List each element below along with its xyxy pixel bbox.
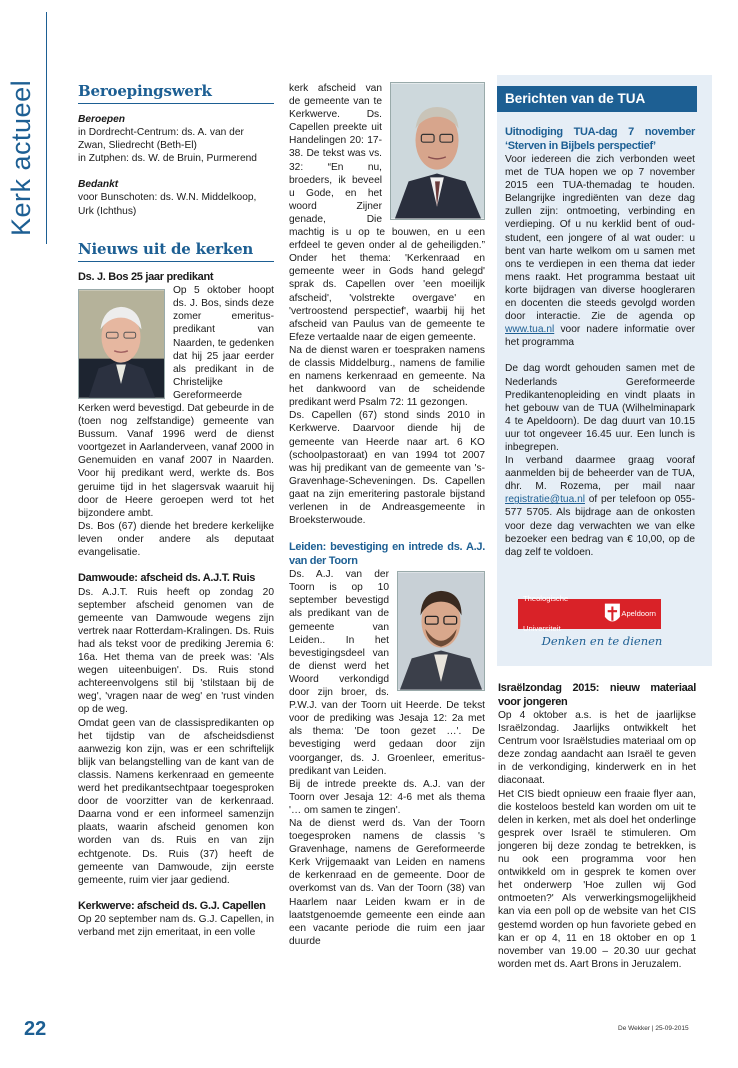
tua-text: Voor iedereen die zich verbonden weet met de TUA hopen we op 7 november 2015 een TUA-themadag te houden. Belangrijke ingrediënten van deze dag zullen zijn: ontmoeting, verbinding en verdieping. Of u nu kerklid bent of oud-student, een jongere of al wat ouder: u bent van harte welkom om u samen met ons te verdiepen in een thema dat ieder mens raakt. Het programma bestaat uit korte bijdragen van diverse hoogleraren en docenten die steeds gevolgd worden door interactie. Zie de agenda op (505, 154, 695, 323)
tua-paragraph (505, 454, 695, 559)
capellen-paragraph: Op 20 september nam ds. G.J. Capellen, in verband met zijn emeritaat, in een volle (78, 914, 274, 939)
tua-logo (518, 594, 661, 633)
tua-text: of per telefoon op 055-577 5705. Als bijdrage aan de onkosten voor deze dag verwachten we van elke bezoeker een bedrag van € 10,00, op de dag zelf te voldoen. (505, 494, 695, 558)
capellen-paragraph: Na de dienst waren er toespraken namens de classis Middelburg., namens de familie en namens kerkenraad en gemeente. Na het dankwoord van de scheidende predikant werd Psalm 72: 11 gezongen. (289, 344, 485, 409)
capellen-heading: Kerkwerve: afscheid ds. G.J. Capellen (78, 899, 266, 912)
portrait-image (79, 290, 164, 398)
toorn-paragraph: Ds. A.J. van der Toorn is op 10 september bevestigd als predikant van de gemeente van Leiden.. In het bevestigingsdeel van de dienst werd het Woord verkondigd door zijn broer, ds. P.W.J. van der Toorn uit Heerde. De tekst voor de prediking was Jesaja 12: 2a met als thema: 'De toon gezet …'. De bevestiging werd gedaan door zijn voorganger, ds. J. Groenleer, emerituspredikant van Leiden. (289, 569, 485, 777)
capellen-paragraph: kerk afscheid van de gemeente van te Kerkwerve. Ds. Capellen preekte uit Handelingen 20: 17-38. De tekst was vs. 32: “En nu, broeders, ik beveel u Gode, en het woord Zijner genade, Die machtig is u op te bouwen, en u een erfdeel te geven onder al de geheiligden.” Onder het thema: 'Kerkenraad en gemeente weer in Gods hand gelegd' sprak ds. Capellen over 'een moeilijk afscheid', 'volstrekte overgave' en 'vertroostend perspectief', waarbij hij het afscheid van Paulus van de gemeente te Efeze vertaalde naar de eigen gemeente. (289, 83, 485, 343)
capellen-paragraph: Ds. Capellen (67) stond sinds 2010 in Kerkwerve. Daarvoor diende hij de gemeente van Heerde naar art. 6 KO (schoolpastoraat) en van 1994 tot 2007 was hij predikant van de gemeente van 's-Gravenhage-Scheveningen. Ds. Capellen gaat na zijn emeritering pastorale bijstand verlenen in de Andreasgemeente in Broeksterwoude. (289, 410, 485, 527)
tua-email-link[interactable]: registratie@tua.nl (505, 494, 585, 506)
ruis-paragraph: Omdat geen van de classispredikanten op het tijdstip van de afscheidsdienst aanwezig kon zijn, was er een schriftelijk blijk van belangstelling van de kant van de classis. Namens kerkenraad en gemeente werd het predikantsechtpaar toegesproken door de voorzitter van de kerkenraad. Daarna vond er een informeel samenzijn plaats, waarin afscheid genomen kon worden van ds. Ruis en van zijn echtgenote. Ds. Ruis (37) heeft de gemeente van Damwoude, zijn eerste gemeente, ruim vier jaar gediend. (78, 717, 274, 886)
portrait-image (391, 83, 484, 219)
photo-ds-bos (78, 289, 165, 399)
column-2 (289, 82, 485, 948)
logo-text-left: Theologische Universiteit (523, 594, 569, 633)
nieuws-title: Nieuws uit de kerken (78, 240, 274, 262)
tua-motto: Denken en te dienen (541, 634, 663, 648)
ruis-paragraph: Ds. A.J.T. Ruis heeft op zondag 20 september afscheid genomen van de gemeente van Damwoude wegens zijn vertrek naar Rotterdam-Kralingen. Ds. Ruis had als tekst voor de prediking Jeremia 6: 16a. Het thema van de preek was: 'Als wegen uiteenbuigen'. Ds. Ruis stond achtereenvolgens stil bij 'stilstaan bij de weg', 'vragen naar de weg' en 'rust vinden op de weg. (78, 586, 274, 716)
logo-text-right: Apeldoorn (621, 609, 656, 618)
tua-text: voor nadere informatie over het programma (505, 324, 695, 349)
column-1 (78, 82, 274, 939)
beroepen-line: in Dordrecht-Centrum: ds. A. van der Zwan, Sliedrecht (Beth-El) (78, 127, 244, 152)
bedankt-label: Bedankt (78, 179, 119, 191)
tua-body (505, 126, 695, 559)
footer-issue: De Wekker | 25-09-2015 (618, 1025, 689, 1032)
toorn-paragraph: Bij de intrede preekte ds. A.J. van der Toorn over Jesaja 12: 4-6 met als thema '… om samen te zingen'. (289, 778, 485, 816)
page-number: 22 (24, 1018, 47, 1040)
toorn-heading: Leiden: bevestiging en intrede ds. A.J. van der Toorn (289, 541, 485, 567)
tua-box-title: Berichten van de TUA (497, 86, 697, 112)
tua-website-link[interactable]: www.tua.nl (505, 324, 555, 336)
tua-paragraph: De dag wordt gehouden samen met de Nederlands Gereformeerde Predikantenopleiding en vindt plaats in het gebouw van de TUA (Wilhelminapark 4 te Apeldoorn). De dag duurt van 10.15 uur tot ongeveer 16.45 uur. Een lunch is inbegrepen. (505, 363, 695, 453)
bedankt-line: voor Bunschoten: ds. W.N. Middelkoop, Urk (Ichthus) (78, 192, 257, 217)
tua-paragraph (505, 153, 695, 349)
bos-heading: Ds. J. Bos 25 jaar predikant (78, 270, 214, 283)
photo-ds-capellen (390, 82, 485, 220)
tua-text: In verband daarmee graag vooraf aanmelden bij de beheerder van de TUA, dhr. M. Rozema, per mail naar (505, 455, 695, 493)
side-rail-line (46, 12, 47, 244)
bos-paragraph: Ds. Bos (67) diende het bredere kerkelijke leven onder andere als deputaat evangelisatie. (78, 520, 274, 559)
section-label: Kerk actueel (6, 79, 36, 236)
beroepen-line: in Zutphen: ds. W. de Bruin, Purmerend (78, 153, 257, 165)
beroepen-label: Beroepen (78, 114, 125, 125)
israel-heading: Israëlzondag 2015: nieuw materiaal voor jongeren (498, 682, 696, 708)
portrait-image (398, 572, 484, 690)
israel-paragraph: Het CIS biedt opnieuw een fraaie flyer aan, die kosteloos besteld kan worden om uit te delen in kerken, met als doel het onderlinge gesprek over Israël te stimuleren. Om jongeren bij deze zondag te betrekken, is nu ook een programma voor hen ontwikkeld om in gesprek te komen over het onderwerp 'Hoe zullen wij God ontmoeten?' Als verwerkingsmogelijkheid kan via een poll op de website van het CIS gestemd worden op hun favoriete gebed en kan er op 4, 11 en 18 oktober en op 1 november van 19.00 – 20.30 uur gechat worden met ds. Aart Brons in Jeruzalem. (498, 788, 696, 970)
ruis-heading: Damwoude: afscheid ds. A.J.T. Ruis (78, 572, 256, 585)
israel-article (498, 682, 696, 971)
toorn-paragraph: Na de dienst werd ds. Van der Toorn toegesproken namens de classis 's Gravenhage, namens de Gereformeerde Kerk Vrijgemaakt van Leiden en namens de kerkenraad en de gemeente. Door de overkomst van ds. Van der Toorn (38) van Haarlem naar Leiden kwam er in de laatstgenoemde gemeente een einde aan een vacante periode die ruim een jaar duurde (289, 817, 485, 947)
beroepingswerk-title: Beroepingswerk (78, 82, 274, 104)
bos-paragraph: Op 5 oktober hoopt ds. J. Bos, sinds deze zomer emerituspredikant van Naarden, te gedenken dat hij 25 jaar eerder als predikant in de Christelijke Gereformeerde Kerken werd bevestigd. Dat gebeurde in de (toen nog zelfstandige) gemeente van Bussum. Vanaf 1996 werd de dienst voortgezet in Aarlanderveen, vanaf 2000 in Genemuiden en vanaf 2007 in Naarden. Voor hij predikant werd, werkte ds. Bos geruime tijd in het slagersvak waaruit hij door de Heere geroepen werd tot het bijzondere ambt. (78, 285, 274, 519)
israel-paragraph: Op 4 oktober a.s. is het de jaarlijkse Israëlzondag. Jaarlijks ontwikkelt het Centrum voor Israëlstudies materiaal om op deze zondag aandacht aan Israël te geven in de verkondiging, kinderwerk en in het diaconaat. (498, 710, 696, 787)
tua-crest-icon (603, 601, 622, 627)
photo-ds-van-der-toorn (397, 571, 485, 691)
tua-heading: Uitnodiging TUA-dag 7 november ‘Sterven in Bijbels perspectief’ (505, 126, 695, 152)
